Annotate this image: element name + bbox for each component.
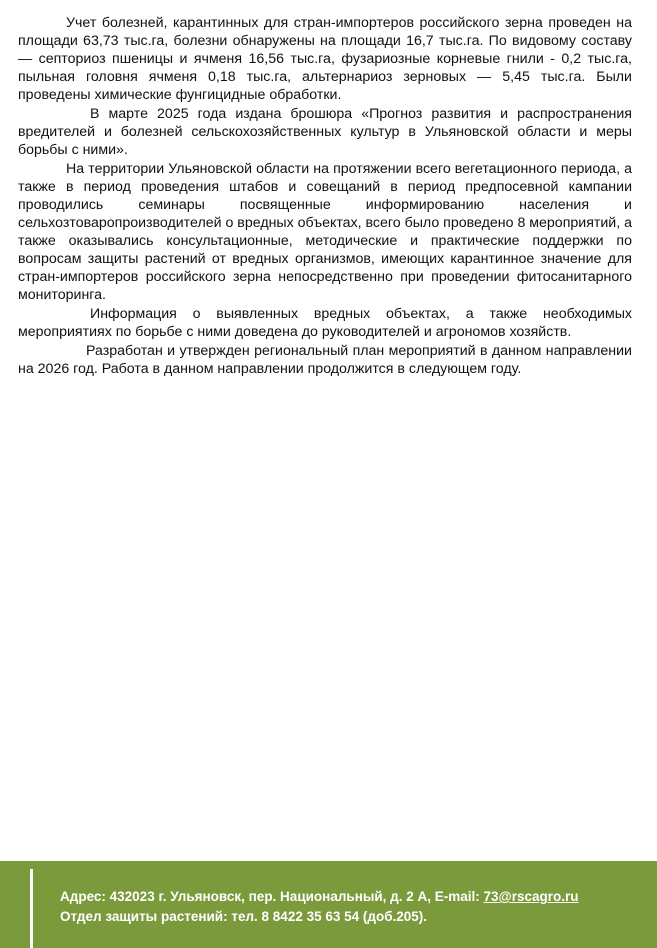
paragraph-seminars: На территории Ульяновской области на протяжении всего вегетационного периода, а также в период проведения штабов и совещаний в период предпосевной кампании проводились семинары посвященные информированию населения и сельхозтоваропроизводителей о вредных объектах, всего было проведено 8 мероприятий, а также оказывались консультационные, методические и практические поддержки по вопросам защиты растений от вредных организмов, имеющих карантинное значение для стран-импортеров российского зерна непосредственно при проведении фитосанитарного мониторинга. <box>18 161 633 303</box>
footer-address: Адрес: 432023 г. Ульяновск, пер. Национальный, д. 2 А, E-mail: <box>60 889 484 904</box>
document-body <box>18 14 632 378</box>
paragraph-information: Информация о выявленных вредных объектах, а также необходимых мероприятиях по борьбе с ними доведена до руководителей и агрономов хозяйств. <box>18 306 632 340</box>
footer-contacts <box>60 887 579 927</box>
paragraph-regional-plan: Разработан и утвержден региональный план мероприятий в данном направлении на 2026 год. Работа в данном направлении продолжится в следующем году. <box>18 343 632 377</box>
footer <box>0 861 657 948</box>
footer-address-line <box>60 887 579 907</box>
email-link[interactable]: 73@rscagro.ru <box>483 889 579 904</box>
footer-department-line: Отдел защиты растений: тел. 8 8422 35 63 54 (доб.205). <box>60 909 428 924</box>
paragraph-brochure: В марте 2025 года издана брошюра «Прогноз развития и распространения вредителей и болезней сельскохозяйственных культур в Ульяновской области и меры борьбы с ними». <box>18 106 632 158</box>
footer-accent-bar <box>30 869 33 948</box>
paragraph-disease-survey: Учет болезней, карантинных для стран-импортеров российского зерна проведен на площади 63,73 тыс.га, болезни обнаружены на площади 16,7 тыс.га. По видовому составу — септориоз пшеницы и ячменя 16,56 тыс.га, фузариозные корневые гнили - 0,2 тыс.га, пыльная головня ячменя 0,18 тыс.га, альтернариоз зерновых — 5,45 тыс.га. Были проведены химические фунгицидные обработки. <box>18 15 632 103</box>
